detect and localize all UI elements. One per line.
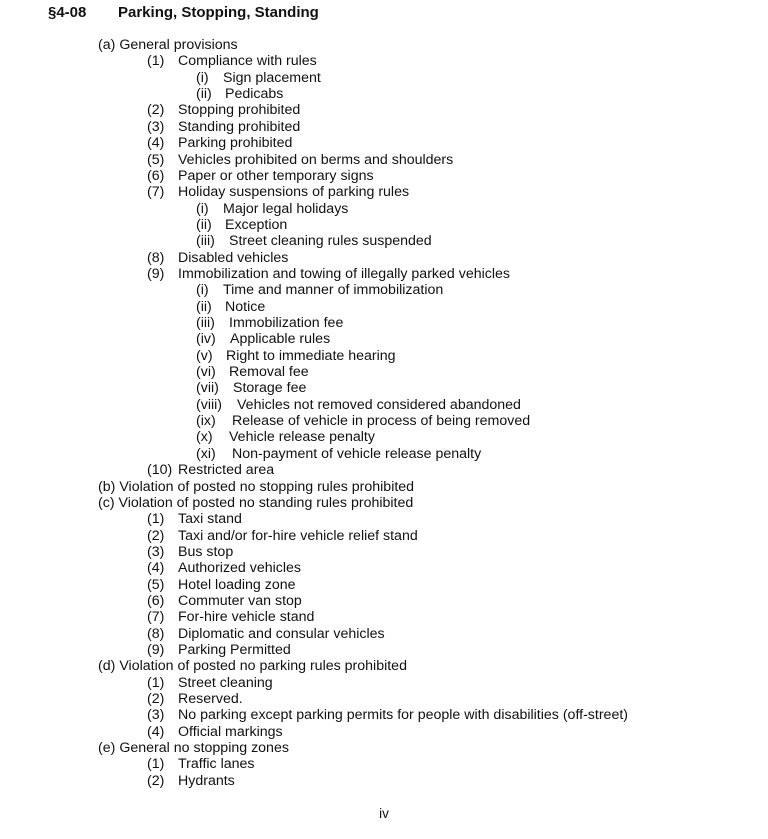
outline-marker: (9) — [147, 265, 165, 282]
outline-text: Release of vehicle in process of being removed — [232, 413, 531, 430]
section-title: Parking, Stopping, Standing — [118, 4, 319, 21]
outline-subsection — [147, 593, 302, 609]
outline-item — [196, 315, 343, 331]
outline-marker: (6) — [147, 167, 165, 184]
outline-marker: (d) — [98, 658, 116, 675]
outline-marker: (ii) — [196, 86, 212, 103]
outline-text: Violation of posted no stopping rules prohibited — [119, 478, 415, 495]
outline-text: Non-payment of vehicle release penalty — [232, 445, 482, 462]
outline-subsection — [147, 707, 628, 723]
outline-item — [196, 233, 432, 249]
outline-item — [196, 70, 321, 86]
outline-marker: (5) — [147, 151, 165, 168]
outline-text: Hotel loading zone — [178, 576, 296, 593]
outline-text: Bus stop — [178, 543, 234, 560]
outline-text: Official markings — [178, 723, 283, 740]
outline-subsection — [147, 756, 255, 772]
outline-subsection — [147, 691, 243, 707]
outline-text: Street cleaning — [178, 674, 273, 691]
outline-subsection — [147, 119, 300, 135]
outline-section — [98, 479, 414, 495]
outline-marker: (4) — [147, 135, 165, 152]
outline-subsection — [147, 184, 409, 200]
outline-marker: (i) — [196, 282, 209, 299]
outline-item — [196, 364, 309, 380]
outline-text: Standing prohibited — [178, 118, 301, 135]
outline-text: Time and manner of immobilization — [223, 282, 444, 299]
outline-text: Sign placement — [223, 69, 321, 86]
outline-text: Taxi stand — [178, 511, 242, 528]
outline-marker: (iii) — [196, 315, 215, 331]
outline-marker: (v) — [196, 347, 213, 364]
outline-text: Taxi and/or for-hire vehicle relief stand — [178, 527, 418, 544]
outline-text: Vehicles not removed considered abandoned — [237, 396, 521, 413]
outline-text: Immobilization fee — [229, 315, 344, 331]
outline-marker: (2) — [147, 102, 165, 119]
section-heading — [48, 4, 319, 21]
outline-marker: (1) — [147, 674, 165, 691]
outline-item — [196, 348, 396, 364]
outline-marker: (6) — [147, 592, 165, 609]
outline-text: Compliance with rules — [178, 53, 317, 70]
outline-item — [196, 429, 375, 445]
outline-text: Vehicles prohibited on berms and shoulders — [178, 151, 454, 168]
outline-subsection — [147, 511, 242, 527]
outline-item — [196, 331, 330, 347]
outline-marker: (b) — [98, 478, 116, 495]
outline-marker: (3) — [147, 118, 165, 135]
outline-subsection — [147, 577, 296, 593]
outline-text: Parking Permitted — [178, 642, 291, 658]
outline-marker: (iv) — [196, 331, 216, 348]
outline-marker: (c) — [98, 494, 115, 511]
outline-item — [196, 86, 283, 102]
outline-subsection — [147, 266, 510, 282]
outline-text: No parking except parking permits for people with disabilities (off-street) — [178, 707, 629, 724]
outline-text: Traffic lanes — [178, 756, 255, 773]
outline-marker: (2) — [147, 772, 165, 789]
outline-marker: (x) — [196, 429, 213, 446]
outline-marker: (7) — [147, 184, 165, 201]
outline-item — [196, 397, 521, 413]
outline-text: Major legal holidays — [223, 200, 349, 217]
outline-subsection — [147, 642, 291, 658]
outline-section — [98, 658, 407, 674]
outline-marker: (3) — [147, 543, 165, 560]
outline-marker: (i) — [196, 69, 209, 86]
outline-subsection — [147, 675, 273, 691]
outline-text: For-hire vehicle stand — [178, 609, 315, 626]
outline-subsection — [147, 773, 235, 789]
outline-marker: (2) — [147, 691, 165, 707]
outline-text: Immobilization and towing of illegally parked vehicles — [178, 265, 510, 282]
outline-item — [196, 299, 265, 315]
outline-text: Violation of posted no parking rules prohibited — [119, 658, 407, 675]
outline-text: Holiday suspensions of parking rules — [178, 184, 410, 201]
outline-subsection — [147, 135, 292, 151]
outline-text: Parking prohibited — [178, 135, 293, 152]
outline-marker: (a) — [98, 37, 116, 53]
outline-marker: (9) — [147, 642, 165, 658]
outline-item — [196, 380, 306, 396]
outline-subsection — [147, 102, 300, 118]
outline-item — [196, 413, 530, 429]
outline-marker: (10) — [147, 462, 173, 479]
outline-marker: (4) — [147, 723, 165, 740]
outline-text: Commuter van stop — [178, 592, 302, 609]
outline-text: Notice — [225, 298, 266, 315]
outline-text: Exception — [225, 216, 288, 233]
outline-subsection — [147, 626, 385, 642]
outline-marker: (vi) — [196, 364, 216, 380]
outline-marker: (1) — [147, 511, 165, 528]
outline-item — [196, 217, 287, 233]
outline-marker: (ii) — [196, 298, 212, 315]
outline-subsection — [147, 152, 453, 168]
outline-text: Vehicle release penalty — [229, 429, 375, 446]
outline-text: Authorized vehicles — [178, 560, 302, 577]
outline-subsection — [147, 53, 317, 69]
outline-text: Applicable rules — [230, 331, 331, 348]
outline-marker: (1) — [147, 756, 165, 773]
outline-marker: (2) — [147, 527, 165, 544]
outline-marker: (viii) — [196, 396, 222, 413]
outline-marker: (5) — [147, 576, 165, 593]
outline-text: Storage fee — [233, 380, 307, 397]
outline-section — [98, 740, 289, 756]
outline-marker: (xi) — [196, 445, 216, 462]
outline-item — [196, 282, 443, 298]
outline-subsection — [147, 544, 233, 560]
outline-text: Right to immediate hearing — [226, 347, 396, 364]
outline-text: Removal fee — [229, 364, 309, 380]
outline-marker: (ii) — [196, 216, 212, 233]
outline-text: Stopping prohibited — [178, 102, 301, 119]
outline-item — [196, 446, 481, 462]
outline-marker: (8) — [147, 249, 165, 266]
outline-text: Pedicabs — [225, 86, 284, 103]
outline-text: Hydrants — [178, 772, 235, 789]
outline-subsection — [147, 609, 314, 625]
outline-section — [98, 495, 413, 511]
outline-subsection — [147, 528, 418, 544]
outline-marker: (7) — [147, 609, 165, 626]
outline-marker: (ix) — [196, 413, 216, 430]
outline-marker: (8) — [147, 625, 165, 642]
section-number: §4-08 — [48, 4, 87, 21]
outline-marker: (3) — [147, 707, 165, 724]
page-number: iv — [379, 806, 389, 821]
outline-subsection — [147, 560, 301, 576]
outline-text: Paper or other temporary signs — [178, 167, 374, 184]
outline-text: General no stopping zones — [119, 740, 289, 757]
outline-marker: (4) — [147, 560, 165, 577]
outline-text: Disabled vehicles — [178, 249, 289, 266]
outline-marker: (1) — [147, 53, 165, 70]
outline-section — [98, 37, 238, 53]
outline-text: Diplomatic and consular vehicles — [178, 625, 385, 642]
outline-text: Violation of posted no standing rules prohibited — [118, 494, 414, 511]
outline-text: Reserved. — [178, 691, 243, 707]
outline-text: Street cleaning rules suspended — [229, 233, 432, 250]
outline-item — [196, 201, 348, 217]
outline-subsection — [147, 168, 374, 184]
outline-marker: (iii) — [196, 233, 215, 250]
outline-subsection — [147, 250, 288, 266]
outline-subsection — [147, 462, 274, 478]
outline-marker: (vii) — [196, 380, 219, 397]
outline-marker: (i) — [196, 200, 209, 217]
outline-text: Restricted area — [178, 462, 275, 479]
outline-marker: (e) — [98, 740, 116, 757]
outline-text: General provisions — [119, 37, 238, 53]
outline-subsection — [147, 724, 283, 740]
